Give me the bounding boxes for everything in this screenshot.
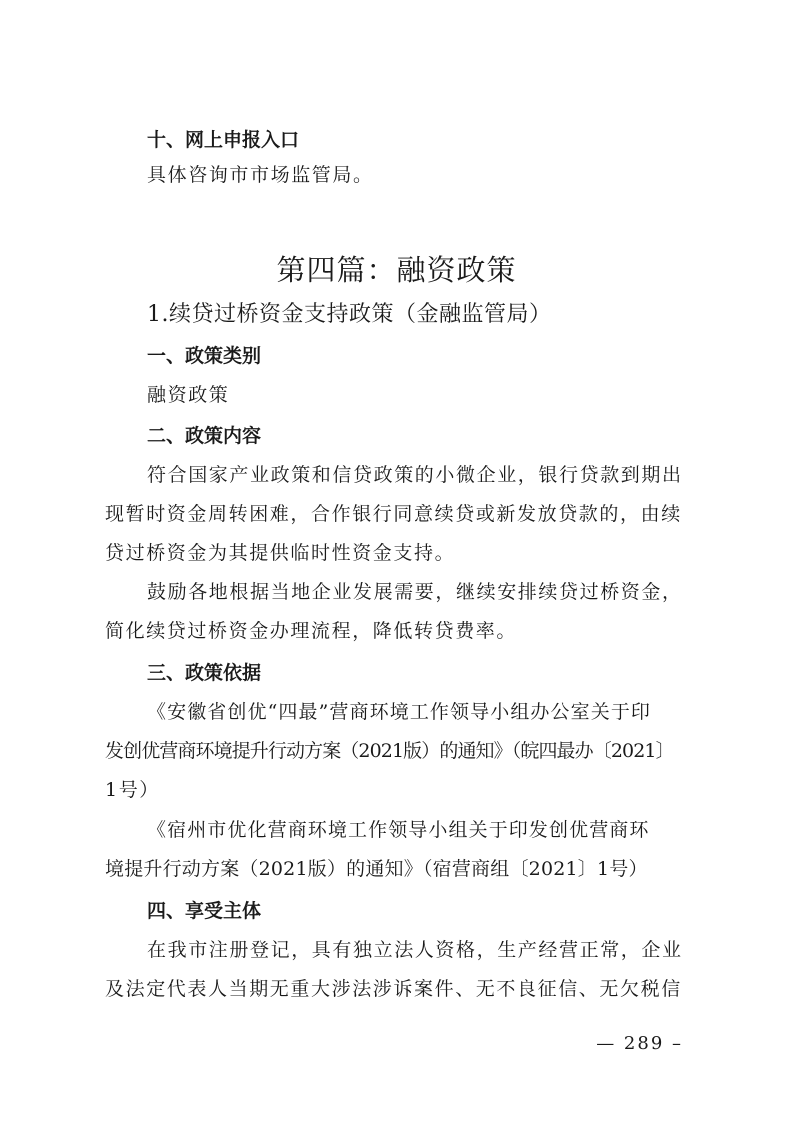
paragraph-category: 融资政策 <box>147 384 230 406</box>
section-heading-content: 二、政策内容 <box>147 425 262 447</box>
paragraph-basis-line: 发创优营商环境提升行动方案（2021版）的通知》（皖四最办〔2021〕 <box>105 740 674 762</box>
paragraph-content-line: 贷过桥资金为其提供临时性资金支持。 <box>105 542 456 564</box>
section-heading-basis: 三、政策依据 <box>147 662 262 684</box>
paragraph-basis-line: 《宿州市优化营商环境工作领导小组关于印发创优营商环 <box>147 819 650 841</box>
paragraph-basis-line: 1号） <box>105 779 160 801</box>
policy-title: 1.续贷过桥资金支持政策（金融监管局） <box>147 302 552 327</box>
paragraph-subject-line: 及法定代表人当期无重大涉法涉诉案件、无不良征信、无欠税信 <box>105 978 682 1000</box>
paragraph-basis-line: 境提升行动方案（2021版）的通知》（宿营商组〔2021〕1号） <box>105 858 648 880</box>
paragraph-basis-line: 《安徽省创优“四最”营商环境工作领导小组办公室关于印 <box>147 701 652 723</box>
paragraph-content-line: 鼓励各地根据当地企业发展需要，继续安排续贷过桥资金， <box>147 581 683 603</box>
paragraph-content-line: 现暂时资金周转困难，合作银行同意续贷或新发放贷款的，由续 <box>105 503 682 525</box>
paragraph-online-entry: 具体咨询市市场监管局。 <box>147 164 374 186</box>
paragraph-content-line: 简化续贷过桥资金办理流程，降低转贷费率。 <box>105 620 518 642</box>
paragraph-content-line: 符合国家产业政策和信贷政策的小微企业，银行贷款到期出 <box>147 464 683 486</box>
section-heading-subject: 四、享受主体 <box>147 900 262 922</box>
chapter-title: 第四篇：融资政策 <box>276 253 517 287</box>
page-number: — 289 – <box>596 1033 683 1054</box>
section-heading-category: 一、政策类别 <box>147 345 262 367</box>
section-heading-online-entry: 十、网上申报入口 <box>147 129 300 151</box>
paragraph-subject-line: 在我市注册登记，具有独立法人资格，生产经营正常，企业 <box>147 939 683 961</box>
